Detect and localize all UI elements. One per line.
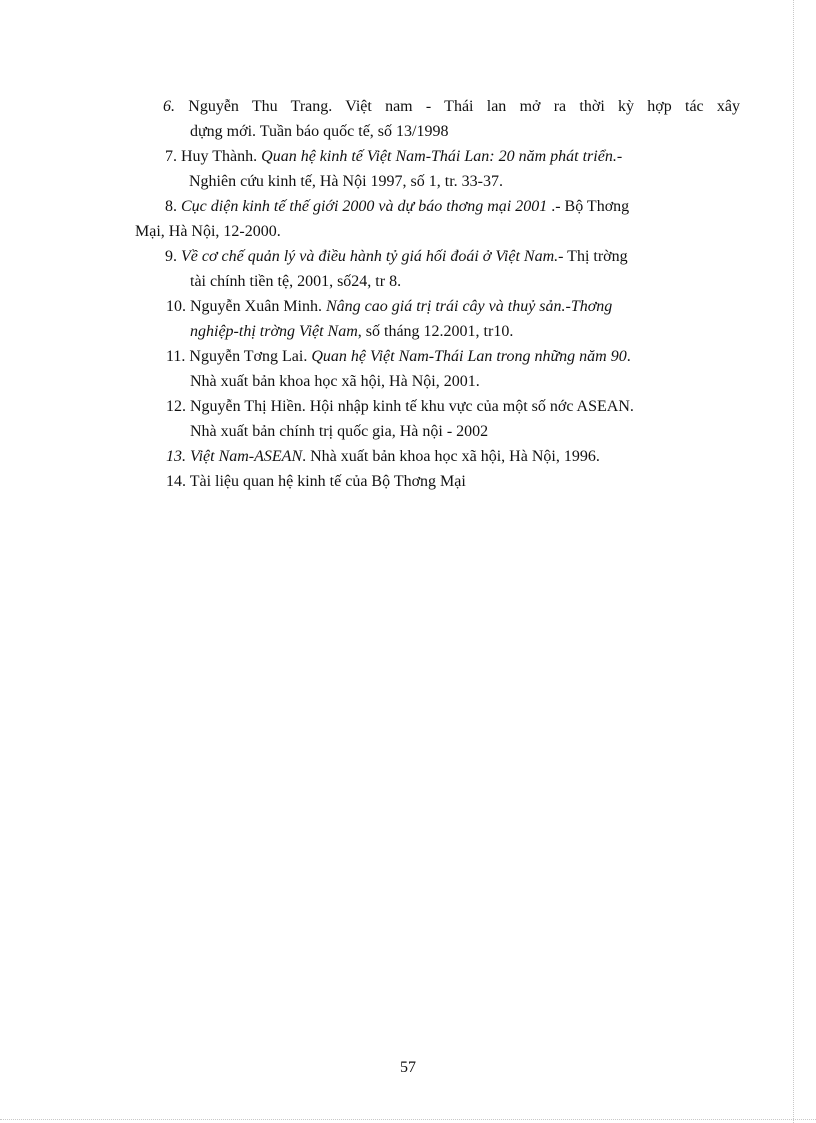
reference-title: Việt Nam-ASEAN [190,448,303,465]
reference-item-12 [135,394,740,444]
reference-number: 7. [165,148,177,165]
reference-text: . [626,348,631,365]
reference-text: - Thị trờng [558,248,628,265]
reference-list [135,94,740,494]
reference-title: Quan hệ kinh tế Việt Nam-Thái Lan: 20 năm phát triển.- [261,148,623,165]
reference-text: Nguyễn Thu Trang. Việt nam - Thái lan mở ra thời kỳ hợp tác xây [188,98,741,115]
reference-number: 11. [166,348,186,365]
reference-text: .- Bộ Thơng [547,198,630,215]
reference-title: Về cơ chế quản lý và điều hành tỷ giá hối đoái ở Việt Nam. [181,248,559,265]
page-number: 57 [400,1059,416,1076]
reference-text: , số tháng 12.2001, tr10. [357,323,514,340]
reference-number: 10. [166,298,186,315]
reference-number: 14. [166,473,186,490]
reference-item-11 [135,344,740,394]
reference-item-6 [135,94,740,144]
reference-text: Mại, Hà Nội, 12-2000. [135,223,281,240]
reference-number: 9. [165,248,177,265]
reference-text: Nguyễn Thị Hiền. Hội nhập kinh tế khu vực của một số nớc ASEAN. [190,398,634,415]
reference-text: tài chính tiền tệ, 2001, số24, tr 8. [190,273,402,290]
reference-title: Quan hệ Việt Nam-Thái Lan trong những năm 90 [311,348,627,365]
reference-text: Tài liệu quan hệ kinh tế của Bộ Thơng Mại [189,473,466,490]
reference-item-13 [135,444,740,469]
reference-author: Nguyễn Tơng Lai. [189,348,312,365]
reference-title: Cục diện kinh tế thế giới 2000 và dự báo thơng mại 2001 [181,198,548,215]
reference-author: Huy Thành. [181,148,262,165]
reference-text: dựng mới. Tuần báo quốc tế, số 13/1998 [190,123,449,140]
reference-author: Nguyễn Xuân Minh. [190,298,326,315]
reference-number: 12. [166,398,186,415]
reference-text: Nhà xuất bản khoa học xã hội, Hà Nội, 2001. [190,373,480,390]
reference-text: Nghiên cứu kinh tế, Hà Nội 1997, số 1, tr. 33-37. [189,173,503,190]
reference-item-9 [135,244,740,294]
reference-item-10 [135,294,740,344]
reference-title: Nâng cao giá trị trái cây và thuỷ sản.-Thơng [325,298,613,315]
reference-number: 6. [163,98,175,115]
reference-text: . Nhà xuất bản khoa học xã hội, Hà Nội, 1996. [302,448,600,465]
page-border-bottom [0,1119,816,1120]
reference-number: 8. [165,198,177,215]
reference-text: Nhà xuất bản chính trị quốc gia, Hà nội - 2002 [190,423,489,440]
reference-number: 13. [166,448,186,465]
reference-item-14 [135,469,740,494]
reference-item-8 [135,194,740,244]
reference-item-7 [135,144,740,194]
page-border-right [793,0,794,1123]
reference-title: nghiệp-thị trờng Việt Nam [190,323,358,340]
